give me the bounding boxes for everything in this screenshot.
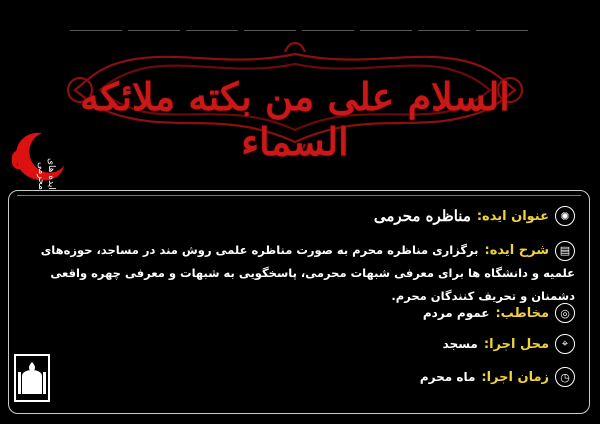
idea-title-label: عنوان ایده: [476,208,549,224]
hero-calligraphy: السلام علی من بکته ملائکه السماء [80,74,510,164]
calligraphy-item [186,8,238,31]
place-label: محل اجرا: [483,336,549,352]
calligraphy-item [244,8,296,31]
ornamental-frame [60,38,530,168]
header-banner [0,0,600,190]
idea-title-row [374,206,575,226]
place-value: مسجد [442,337,478,351]
place-row [443,334,575,354]
calligraphy-item [360,8,412,31]
idea-description-value: برگزاری مناظره محرم به صورت مناظره علمی روش مند در مساجد، حوزه‌های علمیه و دانشگاه ها برای معرفی شبهات محرمی، پاسخگویی به شبهات و معرفی چهره واقعی دشمنان و تحریف کنندگان محرم. [40,243,575,303]
audience-value: عموم مردم [422,306,490,320]
idea-description-row [23,239,575,308]
location-pin-icon: ⌖ [555,334,575,354]
document-icon: ▤ [555,241,575,261]
idea-title-value: مناظره محرمی [373,207,471,225]
mosque-logo-icon [14,354,50,402]
idea-description-label: شرح ایده: [484,243,549,258]
time-label: زمان اجرا: [481,369,549,385]
time-value: ماه محرم [419,370,476,384]
calligraphy-item [128,8,180,31]
badge-text: ایده های محرمی [36,158,56,190]
badge-number: 6 [10,146,29,176]
lightbulb-icon: ✺ [555,206,575,226]
idea-panel [8,190,590,414]
calligraphy-item [418,8,470,31]
time-row [420,367,575,387]
calligraphy-item [70,8,122,31]
calligraphy-item [476,8,528,31]
audience-label: مخاطب: [495,305,549,321]
calligraphy-item [302,8,354,31]
target-icon: ◎ [555,303,575,323]
clock-icon: ◷ [555,367,575,387]
calligraphy-row [70,8,528,31]
divider [17,195,581,196]
audience-row [423,303,575,323]
